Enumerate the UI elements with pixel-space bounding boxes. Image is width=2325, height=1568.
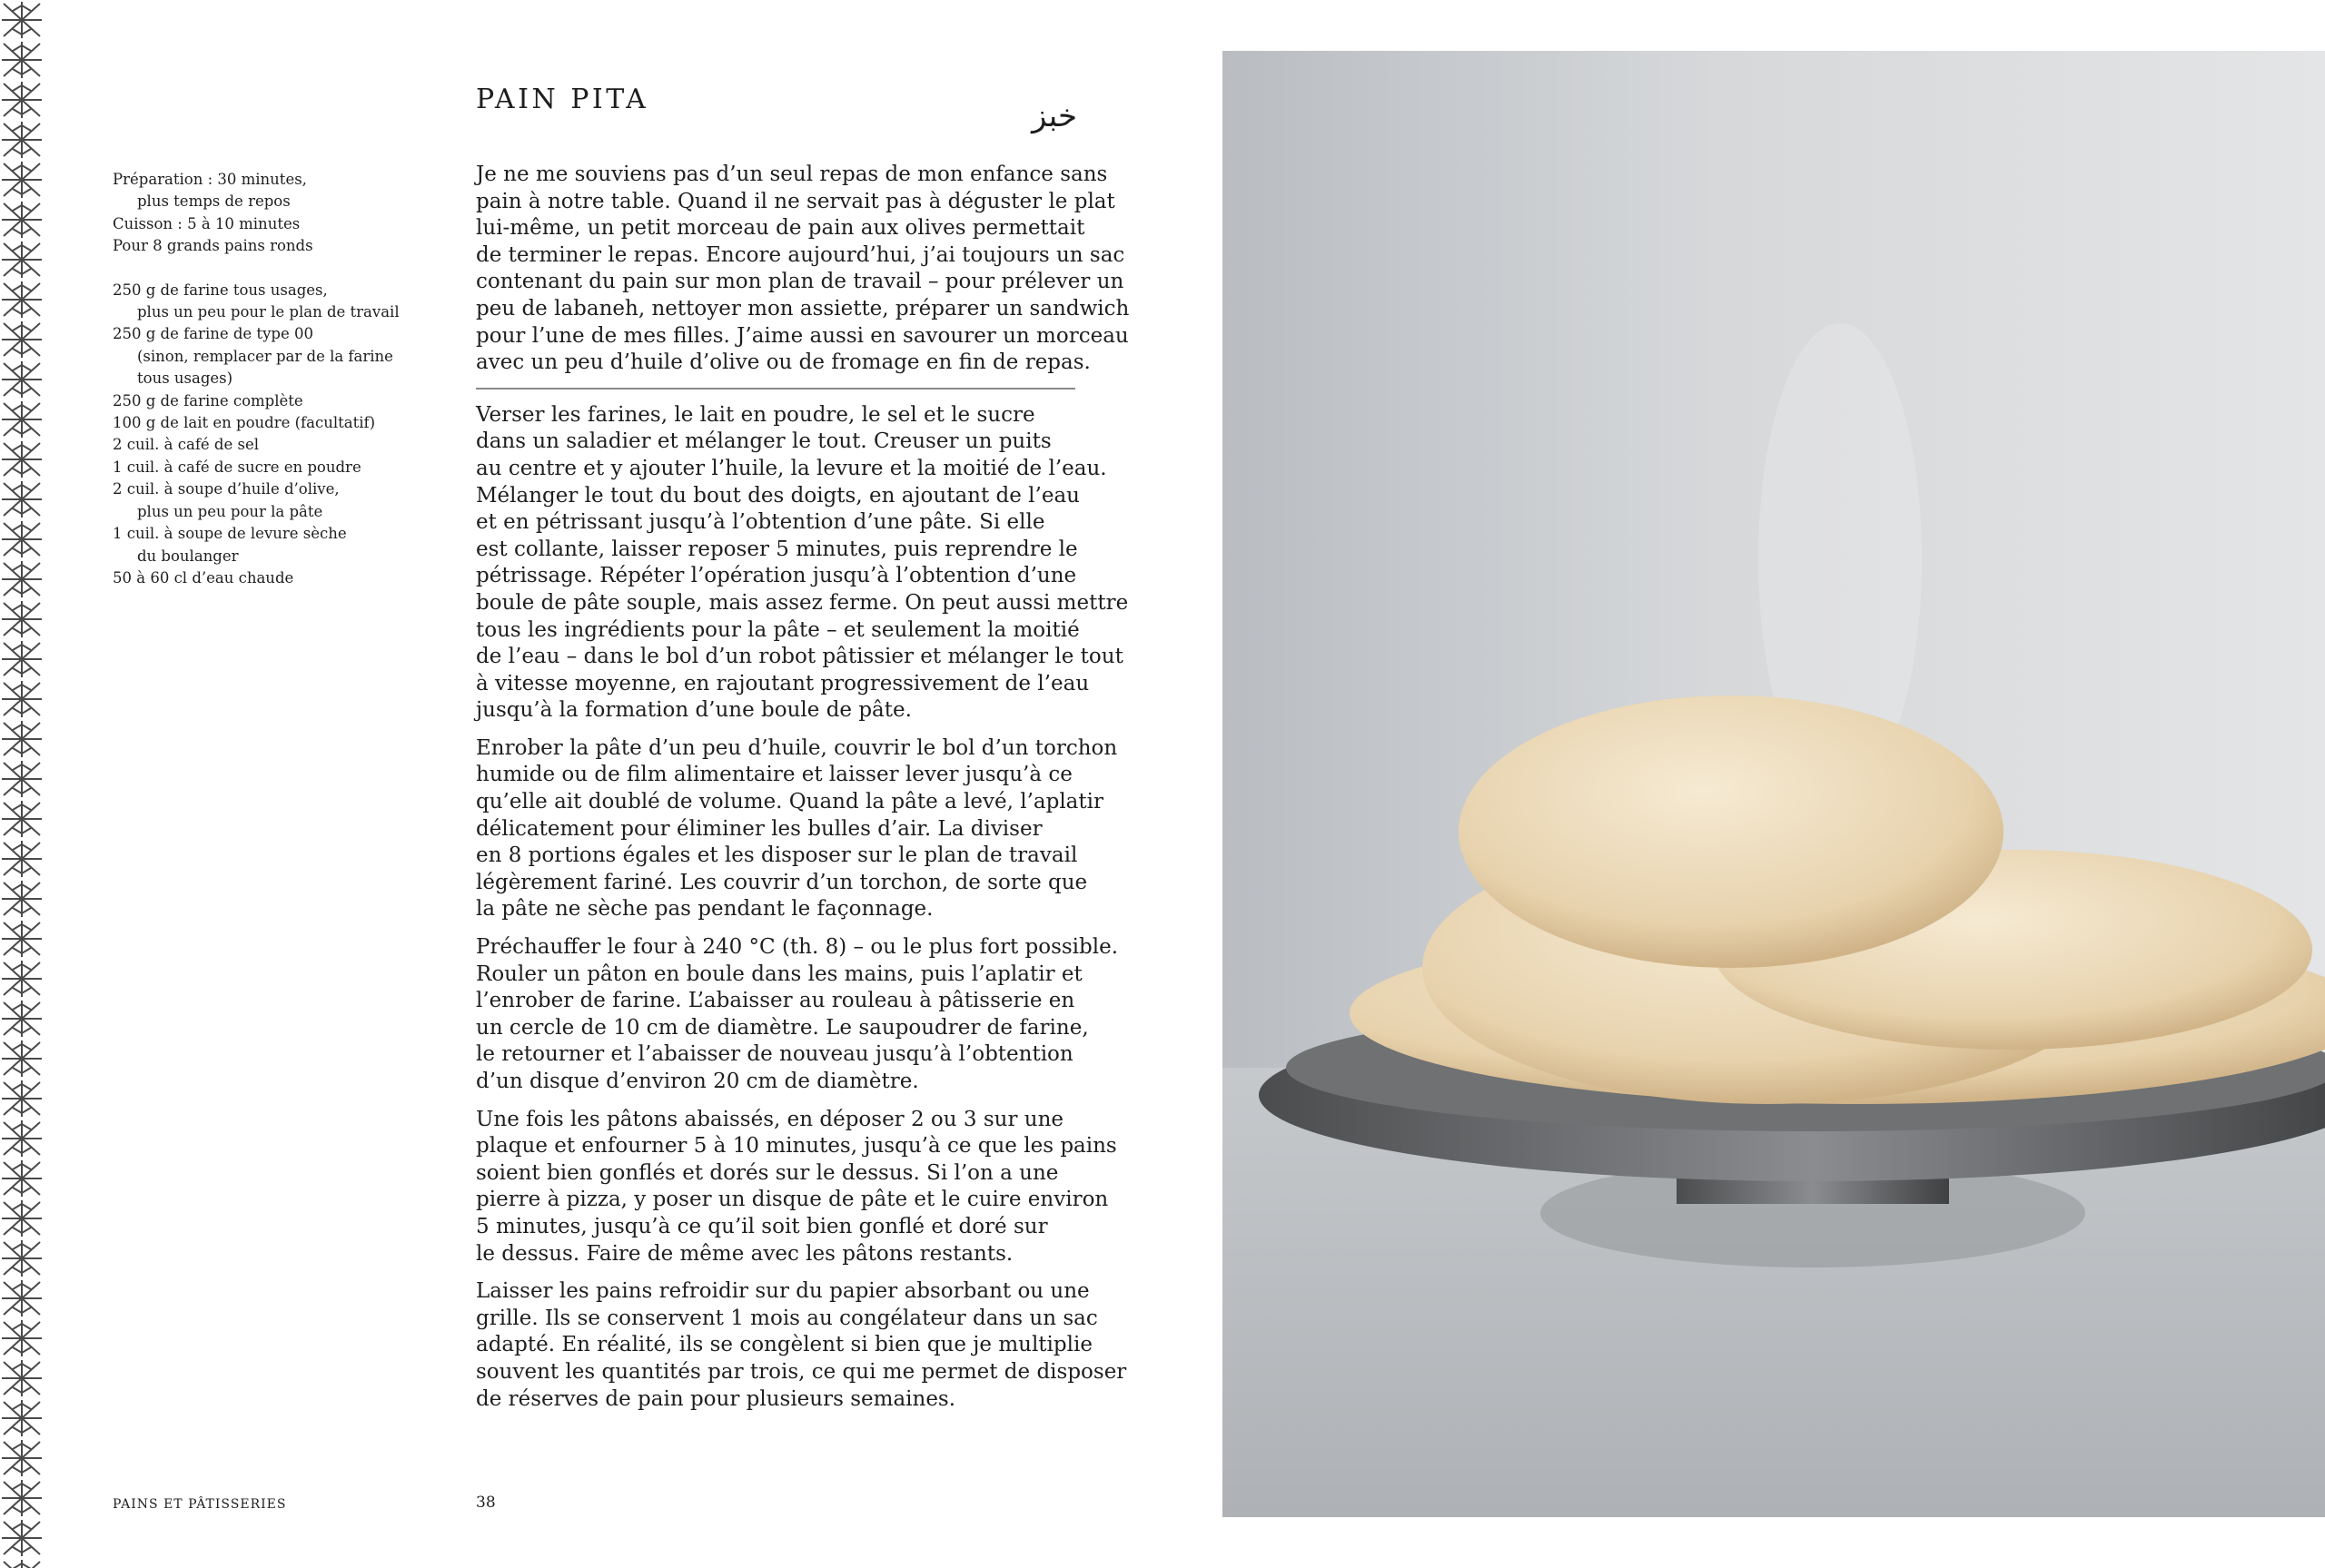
method-line: plaque et enfourner 5 à 10 minutes, jusqu’à ce que les pains [476, 1134, 1117, 1159]
ingredient-line: 1 cuil. à café de sucre en poudre [113, 458, 361, 476]
prep-time-line: Préparation : 30 minutes, [113, 171, 307, 188]
method-line: souvent les quantités par trois, ce qui me permet de disposer [476, 1359, 1127, 1384]
ingredients-sidebar [113, 169, 412, 589]
intro-line: pour l’une de mes filles. J’aime aussi en savourer un morceau [476, 323, 1129, 348]
page-number: 38 [476, 1494, 496, 1512]
ingredient-line: plus un peu pour la pâte [137, 502, 323, 520]
ingredient-line: 1 cuil. à soupe de levure sèche [113, 525, 347, 543]
intro-line: Je ne me souviens pas d’un seul repas de mon enfance sans [476, 163, 1108, 186]
method-line: dans un saladier et mélanger le tout. Creuser un puits [476, 429, 1052, 454]
ingredient-line: tous usages) [137, 370, 233, 388]
method-line: de réserves de pain pour plusieurs semaines. [476, 1386, 956, 1411]
method-line: Une fois les pâtons abaissés, en déposer 2 ou 3 sur une [476, 1107, 1064, 1131]
method-paragraph [476, 1278, 1127, 1413]
method-line: boule de pâte souple, mais assez ferme. On peut aussi mettre [476, 590, 1129, 615]
ingredient-line: 250 g de farine tous usages, [113, 281, 328, 299]
method-line: Mélanger le tout du bout des doigts, en ajoutant de l’eau [476, 483, 1080, 508]
ingredient-line: 250 g de farine complète [113, 391, 303, 409]
recipe-body [476, 162, 1130, 1424]
method-line: adapté. En réalité, ils se congèlent si bien que je multiplie [476, 1333, 1093, 1357]
method-line: pierre à pizza, y poser un disque de pâte et le cuire environ [476, 1188, 1109, 1212]
method-line: soient bien gonflés et dorés sur le dessus. Si l’on a une [476, 1160, 1059, 1185]
method-line: humide ou de film alimentaire et laisser lever jusqu’à ce [476, 763, 1073, 787]
prep-time-line: Cuisson : 5 à 10 minutes [113, 214, 301, 232]
method-line: pétrissage. Répéter l’opération jusqu’à l’obtention d’une [476, 564, 1077, 588]
method-line: en 8 portions égales et les disposer sur le plan de travail [476, 843, 1078, 868]
method-line: Rouler un pâton en boule dans les mains, puis l’aplatir et [476, 962, 1083, 986]
ingredient-line: 2 cuil. à café de sel [113, 436, 260, 454]
method-line: qu’elle ait doublé de volume. Quand la pâte a levé, l’aplatir [476, 790, 1103, 814]
method-line: le retourner et l’abaisser de nouveau jusqu’à l’obtention [476, 1042, 1073, 1067]
intro-line: lui-même, un petit morceau de pain aux olives permettait [476, 216, 1085, 241]
method-paragraph [476, 1107, 1117, 1268]
method-line: l’enrober de farine. L’abaisser au rouleau à pâtisserie en [476, 989, 1075, 1013]
method-line: grille. Ils se conservent 1 mois au congélateur dans un sac [476, 1306, 1098, 1330]
arabic-title: خبز [1031, 98, 1077, 134]
ingredient-line: plus un peu pour le plan de travail [137, 303, 400, 321]
method-line: Préchauffer le four à 240 °C (th. 8) – ou le plus fort possible. [476, 935, 1119, 960]
method-line: Laisser les pains refroidir sur du papier absorbant ou une [476, 1279, 1090, 1304]
method-paragraph [476, 934, 1119, 1096]
method-line: d’un disque d’environ 20 cm de diamètre. [476, 1070, 919, 1093]
intro-line: pain à notre table. Quand il ne servait pas à déguster le plat [476, 189, 1115, 213]
method-line: est collante, laisser reposer 5 minutes, puis reprendre le [476, 537, 1078, 561]
method-line: jusqu’à la formation d’une boule de pâte. [476, 698, 912, 723]
pita-bread-photo [1222, 51, 2325, 1517]
intro-line: peu de labaneh, nettoyer mon assiette, préparer un sandwich [476, 296, 1130, 321]
method-line: un cercle de 10 cm de diamètre. Le saupoudrer de farine, [476, 1015, 1089, 1040]
prep-time-line: plus temps de repos [137, 192, 291, 211]
method-line: la pâte ne sèche pas pendant le façonnage. [476, 897, 934, 922]
ingredient-line: 100 g de lait en poudre (facultatif) [113, 414, 376, 432]
divider [476, 388, 1075, 390]
method-paragraph [476, 735, 1118, 923]
intro-line: contenant du pain sur mon plan de travail – pour prélever un [476, 270, 1124, 294]
method-line: délicatement pour éliminer les bulles d’air. La diviser [476, 816, 1043, 841]
method-paragraph [476, 402, 1129, 725]
method-line: et en pétrissant jusqu’à l’obtention d’une pâte. Si elle [476, 510, 1045, 535]
ingredient-line: 2 cuil. à soupe d’huile d’olive, [113, 480, 340, 498]
method-steps [476, 402, 1129, 1413]
method-line: 5 minutes, jusqu’à ce qu’il soit bien gonflé et doré sur [476, 1214, 1048, 1238]
ornamental-border [0, 0, 44, 1568]
method-line: à vitesse moyenne, en rajoutant progressivement de l’eau [476, 671, 1090, 695]
section-name: PAINS ET PÂTISSERIES [113, 1497, 287, 1512]
method-line: Verser les farines, le lait en poudre, le sel et le sucre [476, 402, 1035, 427]
intro-line: avec un peu d’huile d’olive ou de fromage en fin de repas. [476, 350, 1091, 375]
method-line: au centre et y ajouter l’huile, la levure et la moitié de l’eau. [476, 456, 1107, 480]
intro-paragraph [476, 162, 1130, 377]
prep-times [113, 169, 412, 258]
intro-line: de terminer le repas. Encore aujourd’hui, j’ai toujours un sac [476, 242, 1125, 267]
ingredient-list [113, 280, 412, 590]
ingredient-line: 250 g de farine de type 00 [113, 325, 313, 343]
ingredient-line: du boulanger [137, 547, 239, 565]
method-line: légèrement fariné. Les couvrir d’un torchon, de sorte que [476, 870, 1088, 894]
ingredient-line: (sinon, remplacer par de la farine [137, 347, 393, 365]
ingredient-line: 50 à 60 cl d’eau chaude [113, 568, 294, 587]
method-line: de l’eau – dans le bol d’un robot pâtissier et mélanger le tout [476, 645, 1123, 669]
method-line: le dessus. Faire de même avec les pâtons restants. [476, 1241, 1014, 1266]
prep-time-line: Pour 8 grands pains ronds [113, 237, 313, 255]
recipe-title: PAIN PITA [476, 84, 649, 116]
method-line: tous les ingrédients pour la pâte – et seulement la moitié [476, 617, 1080, 642]
method-line: Enrober la pâte d’un peu d’huile, couvrir le bol d’un torchon [476, 735, 1118, 760]
